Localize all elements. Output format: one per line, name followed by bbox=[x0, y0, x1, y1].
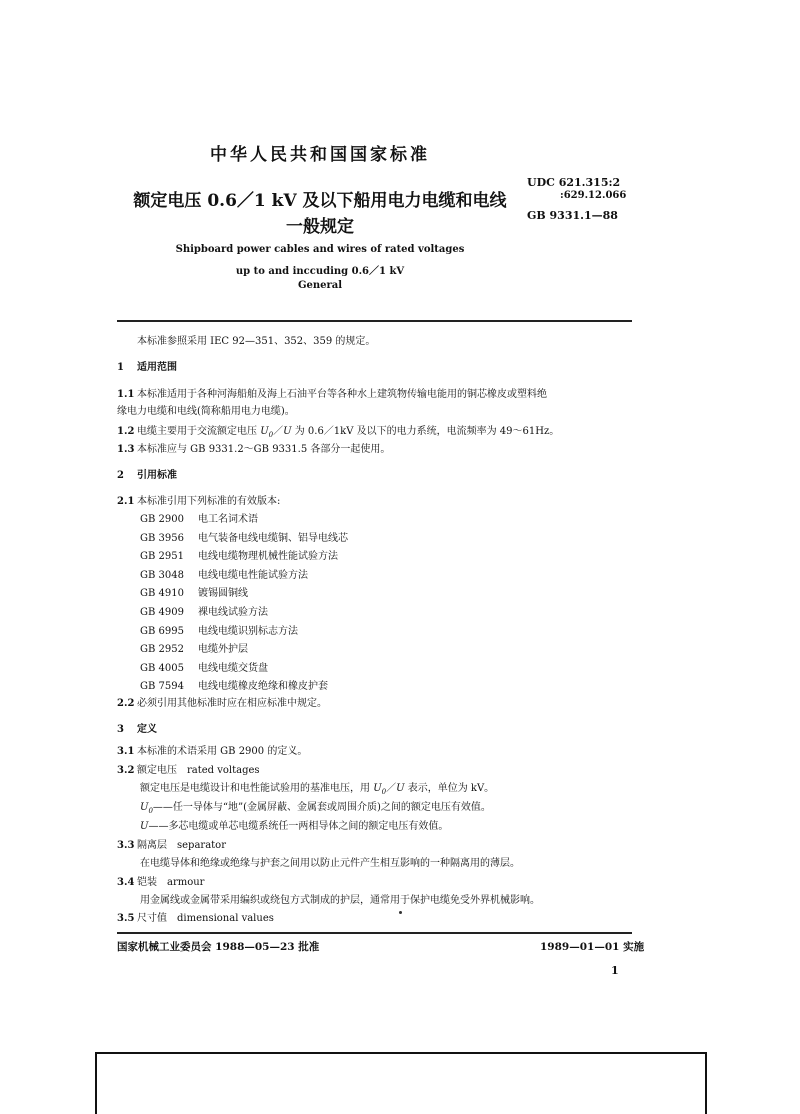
document-title-en-line1: Shipboard power cables and wires of rated voltages bbox=[175, 244, 465, 255]
clause-3-5 bbox=[117, 913, 274, 925]
document-title-cn-line2: 一般规定 bbox=[286, 217, 354, 237]
list-item bbox=[140, 644, 348, 663]
standard-name: 电线电缆交货盘 bbox=[198, 662, 268, 674]
standard-name: 镀锡圆铜线 bbox=[198, 588, 248, 600]
section-2-heading bbox=[117, 470, 177, 482]
referenced-standards-list bbox=[140, 514, 348, 700]
clause-1-1 bbox=[117, 389, 547, 401]
section-number: 1 bbox=[117, 362, 124, 373]
document-title-cn-line1: 额定电压 0.6／1 kV 及以下船用电力电缆和电线 bbox=[133, 191, 507, 211]
symbol-u0: $U_0$ bbox=[373, 783, 387, 796]
symbol-u: U bbox=[140, 821, 149, 832]
clause-text: 本标准的术语采用 GB 2900 的定义。 bbox=[137, 746, 308, 757]
clause-text: 本标准应与 GB 9331.2～GB 9331.5 各部分一起使用。 bbox=[137, 444, 391, 455]
standard-name: 电工名词术语 bbox=[198, 514, 258, 525]
page-number: 1 bbox=[611, 964, 619, 977]
footer-divider bbox=[117, 932, 632, 934]
standard-name: 裸电线试验方法 bbox=[198, 606, 268, 618]
clause-text: 本标准引用下列标准的有效版本: bbox=[137, 496, 281, 507]
next-page-frame bbox=[95, 1052, 707, 1114]
standard-code: GB 2952 bbox=[140, 644, 184, 656]
clause-1-1-continued: 缘电力电缆和电线(简称船用电力电缆)。 bbox=[117, 406, 295, 417]
clause-title: 铠装 armour bbox=[137, 877, 205, 888]
section-1-heading bbox=[117, 362, 177, 374]
gb-standard-number: GB 9331.1—88 bbox=[527, 209, 618, 222]
clause-3-3-paragraph: 在电缆导体和绝缘或绝缘与护套之间用以防止元件产生相互影响的一种隔离用的薄层。 bbox=[140, 858, 520, 869]
clause-2-2 bbox=[117, 698, 327, 710]
standard-name: 电缆外护层 bbox=[198, 644, 248, 656]
list-item bbox=[140, 551, 348, 570]
clause-title: 隔离层 separator bbox=[137, 840, 226, 851]
standard-code: GB 4909 bbox=[140, 606, 184, 618]
list-item bbox=[140, 570, 348, 589]
section-title: 定义 bbox=[137, 724, 157, 735]
udc-code: UDC 621.315:2 bbox=[527, 176, 621, 189]
clause-text: 电缆主要用于交流额定电压 bbox=[137, 426, 257, 437]
clause-number: 2.2 bbox=[117, 698, 135, 709]
clause-1-3 bbox=[117, 444, 390, 456]
clause-number: 3.3 bbox=[117, 840, 135, 851]
list-item bbox=[140, 663, 348, 682]
symbol-slash: ／ bbox=[273, 426, 284, 437]
clause-3-2-paragraph-1 bbox=[140, 783, 494, 798]
symbol-slash: ／ bbox=[386, 783, 397, 794]
clause-text-continued: 为 0.6／1kV 及以下的电力系统，电流频率为 49～61Hz。 bbox=[294, 426, 560, 437]
standard-code: GB 4005 bbox=[140, 662, 184, 674]
national-standard-heading: 中华人民共和国国家标准 bbox=[210, 145, 430, 165]
clause-3-2-paragraph-2 bbox=[140, 802, 491, 817]
clause-number: 3.1 bbox=[117, 746, 135, 757]
clause-3-2 bbox=[117, 765, 260, 777]
paragraph-text: 额定电压是电缆设计和电性能试验用的基准电压，用 bbox=[140, 783, 370, 794]
standard-code: GB 2951 bbox=[140, 551, 184, 563]
standard-code: GB 6995 bbox=[140, 625, 184, 637]
clause-number: 1.1 bbox=[117, 389, 135, 400]
standard-name: 电线电缆识别标志方法 bbox=[198, 625, 298, 637]
standard-name: 电线电缆电性能试验方法 bbox=[198, 569, 308, 581]
clause-3-2-paragraph-3 bbox=[140, 821, 448, 833]
scan-speck bbox=[399, 911, 402, 914]
clause-number: 2.1 bbox=[117, 496, 135, 507]
intro-text: 本标准参照采用 IEC 92—351、352、359 的规定。 bbox=[137, 336, 376, 347]
list-item bbox=[140, 533, 348, 552]
standard-code: GB 3956 bbox=[140, 532, 184, 544]
clause-3-4-paragraph: 用金属线或金属带采用编织或绕包方式制成的护层，通常用于保护电缆免受外界机械影响。 bbox=[140, 895, 540, 906]
symbol-u: U bbox=[283, 426, 292, 437]
effective-date: 1989—01—01 实施 bbox=[540, 941, 645, 953]
list-item bbox=[140, 588, 348, 607]
section-number: 3 bbox=[117, 724, 124, 735]
clause-3-1 bbox=[117, 746, 307, 758]
clause-text: 必须引用其他标准时应在相应标准中规定。 bbox=[137, 698, 327, 709]
list-item bbox=[140, 514, 348, 533]
clause-number: 3.2 bbox=[117, 765, 135, 776]
document-title-en-line2: up to and inccuding 0.6／1 kV bbox=[235, 266, 405, 277]
paragraph-text: ——多芯电缆或单芯电缆系统任一两相导体之间的额定电压有效值。 bbox=[148, 821, 449, 832]
standard-name: 电气装备电线电缆铜、铝导电线芯 bbox=[198, 532, 348, 544]
clause-number: 3.5 bbox=[117, 913, 135, 924]
paragraph-text: ——任一导体与“地”(金属屏蔽、金属套或周围介质)之间的额定电压有效值。 bbox=[152, 802, 491, 813]
standard-code: GB 2900 bbox=[140, 514, 184, 525]
list-item bbox=[140, 626, 348, 645]
section-title: 适用范围 bbox=[137, 362, 177, 373]
section-3-heading bbox=[117, 724, 157, 736]
clause-number: 1.2 bbox=[117, 426, 135, 437]
symbol-u0: $U_0$ bbox=[140, 802, 153, 815]
symbol-u0: $U_0$ bbox=[260, 426, 274, 439]
standard-name: 电线电缆橡皮绝缘和橡皮护套 bbox=[198, 681, 328, 693]
clause-title: 额定电压 rated voltages bbox=[137, 765, 260, 776]
standard-code: GB 7594 bbox=[140, 681, 184, 693]
clause-title: 尺寸值 dimensional values bbox=[137, 913, 274, 924]
standard-name: 电线电缆物理机械性能试验方法 bbox=[198, 551, 338, 563]
clause-1-2 bbox=[117, 426, 559, 441]
clause-3-3 bbox=[117, 840, 226, 852]
clause-number: 3.4 bbox=[117, 877, 135, 888]
list-item bbox=[140, 607, 348, 626]
clause-number: 1.3 bbox=[117, 444, 135, 455]
udc-code-continued: :629.12.066 bbox=[560, 190, 627, 201]
approval-date: 国家机械工业委员会 1988—05—23 批准 bbox=[117, 941, 320, 953]
clause-3-4 bbox=[117, 877, 204, 889]
clause-text: 本标准适用于各种河海船舶及海上石油平台等各种水上建筑物传输电能用的铜芯橡皮或塑料绝 bbox=[137, 389, 547, 400]
symbol-u: U bbox=[396, 783, 405, 794]
paragraph-text-continued: 表示，单位为 kV。 bbox=[407, 783, 495, 794]
document-title-en-line3: General bbox=[297, 280, 343, 291]
standard-code: GB 4910 bbox=[140, 588, 184, 600]
standard-code: GB 3048 bbox=[140, 569, 184, 581]
section-title: 引用标准 bbox=[137, 470, 177, 481]
header-divider bbox=[117, 320, 632, 322]
section-number: 2 bbox=[117, 470, 124, 481]
clause-2-1 bbox=[117, 496, 280, 508]
